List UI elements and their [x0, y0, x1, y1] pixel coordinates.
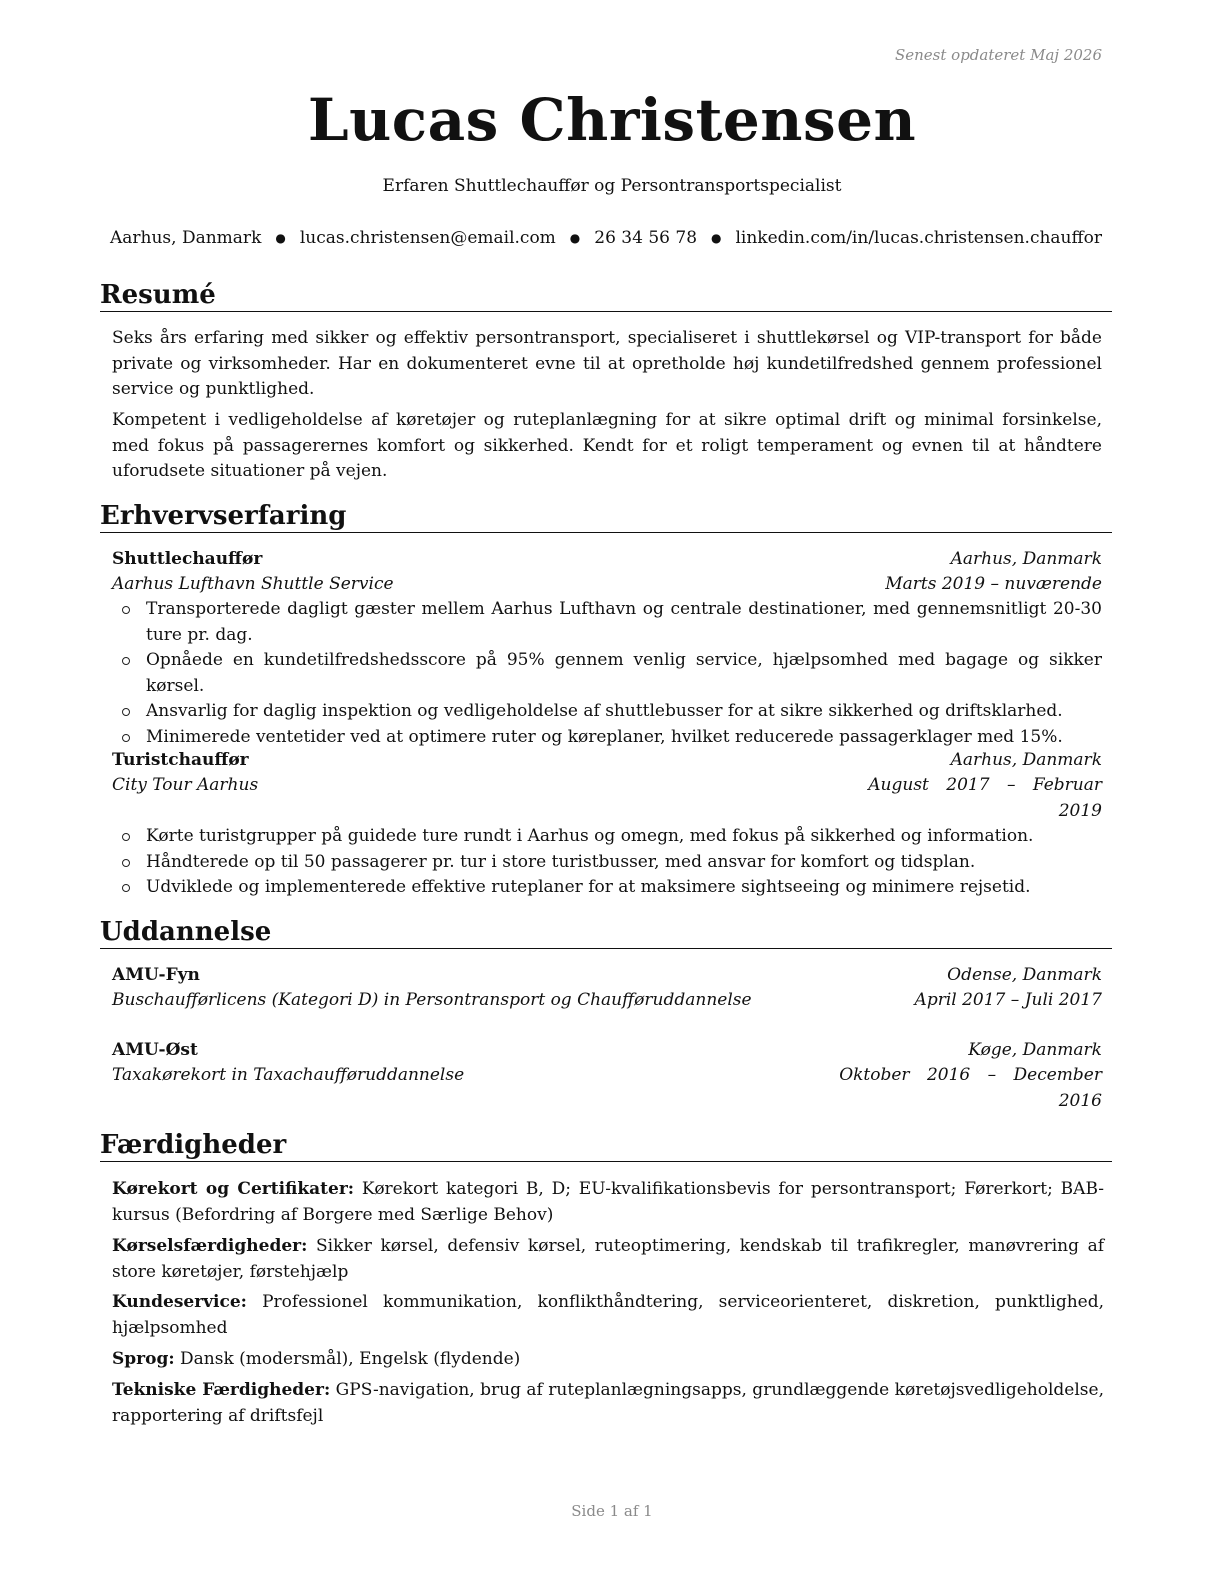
separator-dot-icon: ●: [569, 231, 581, 245]
school-name: AMU-Øst: [112, 1040, 198, 1060]
job-bullets: [112, 597, 1102, 750]
bullet-circle-icon: [122, 833, 130, 841]
education-dates: April 2017 – Juli 2017: [914, 990, 1102, 1010]
contact-phone: 26 34 56 78: [594, 228, 698, 248]
separator-dot-icon: ●: [275, 231, 286, 245]
education-header: [112, 963, 1102, 989]
education-subheader: [112, 988, 1102, 1014]
bullet-circle-icon: [122, 657, 130, 665]
list-item: Udviklede og implementerede effektive ruteplaner for at maksimere sightseeing og minimere rejsetid.: [112, 875, 1102, 901]
job-location: Aarhus, Danmark: [950, 549, 1102, 569]
separator-dot-icon: ●: [711, 231, 722, 245]
bullet-circle-icon: [122, 884, 130, 892]
job-dates: Marts 2019 – nuværende: [885, 574, 1102, 594]
list-item: Håndterede op til 50 passagerer pr. tur i store turistbusser, med ansvar for komfort og tidsplan.: [112, 850, 1102, 876]
tagline: Erfaren Shuttlechauffør og Persontransportspecialist: [382, 176, 842, 196]
section-title-experience: Erhvervserfaring: [100, 501, 1112, 533]
job-company: City Tour Aarhus: [112, 775, 259, 795]
section-title-summary: Resumé: [100, 280, 1112, 312]
list-item: Minimerede ventetider ved at optimere ruter og køreplaner, hvilket reducerede passagerklager med 15%.: [112, 725, 1102, 751]
degree: Taxakørekort in Taxachaufføruddannelse: [112, 1065, 465, 1085]
list-item: Transporterede dagligt gæster mellem Aarhus Lufthavn og centrale destinationer, med gennemsnitligt 20-30 ture pr. dag.: [112, 597, 1102, 648]
contact-linkedin[interactable]: linkedin.com/in/lucas.christensen.chauffor: [735, 228, 1102, 248]
page-number: Side 1 af 1: [571, 1502, 653, 1520]
school-location: Køge, Danmark: [968, 1040, 1102, 1060]
job-subheader: [112, 773, 1102, 824]
skill-entry: Tekniske Færdigheder: GPS-navigation, brug af ruteplanlægningsapps, grundlæggende køretøjsvedligeholdelse, rapportering af driftsfejl: [112, 1380, 1104, 1426]
skill-entry: Kørselsfærdigheder: Sikker kørsel, defensiv kørsel, ruteoptimering, kendskab til trafikregler, manøvrering af store køretøjer, førstehjælp: [112, 1236, 1104, 1282]
list-item: Ansvarlig for daglig inspektion og vedligeholdelse af shuttlebusser for at sikre sikkerhed og driftsklarhed.: [112, 699, 1102, 725]
bullet-circle-icon: [122, 734, 130, 742]
section-title-skills: Færdigheder: [100, 1130, 1112, 1162]
job-header: [112, 748, 1102, 774]
job-subheader: [112, 572, 1102, 598]
contact-email[interactable]: lucas.christensen@email.com: [299, 228, 556, 248]
education-header: [112, 1038, 1102, 1064]
candidate-name: Lucas Christensen: [307, 86, 917, 154]
skill-entry: Kundeservice: Professionel kommunikation, konflikthåndtering, serviceorienteret, diskretion, punktlighed, hjælpsomhed: [112, 1292, 1104, 1338]
bullet-circle-icon: [122, 859, 130, 867]
skill-entry: Sprog: Dansk (modersmål), Engelsk (flydende): [112, 1349, 521, 1369]
education-subheader: [112, 1063, 1102, 1114]
bullet-circle-icon: [122, 606, 130, 614]
skill-entry: Kørekort og Certifikater: Kørekort kategori B, D; EU-kvalifikationsbevis for persontransport; Førerkort; BAB-kursus (Befordring af Borgere med Særlige Behov): [112, 1179, 1104, 1225]
job-title: Turistchauffør: [112, 750, 249, 770]
job-header: [112, 547, 1102, 573]
job-location: Aarhus, Danmark: [950, 750, 1102, 770]
summary-paragraph: Kompetent i vedligeholdelse af køretøjer og ruteplanlægning for at sikre optimal drift og minimal forsinkelse, med fokus på passagerernes komfort og sikkerhed. Kendt for et roligt temperament og evnen til at håndtere uforudsete situationer på vejen.: [112, 410, 1102, 481]
contact-line: [110, 228, 1102, 248]
school-name: AMU-Fyn: [112, 965, 200, 985]
degree: Buschaufførlicens (Kategori D) in Persontransport og Chaufføruddannelse: [112, 990, 752, 1010]
last-updated: Senest opdateret Maj 2026: [894, 46, 1102, 64]
job-dates: August 2017 – Februar 2019: [868, 775, 1102, 821]
contact-location: Aarhus, Danmark: [110, 228, 262, 248]
section-title-education: Uddannelse: [100, 917, 1112, 949]
job-bullets: [112, 824, 1102, 901]
education-dates: Oktober 2016 – December 2016: [839, 1065, 1102, 1111]
job-company: Aarhus Lufthavn Shuttle Service: [112, 574, 394, 594]
list-item: Opnåede en kundetilfredshedsscore på 95% gennem venlig service, hjælpsomhed med bagage og sikker kørsel.: [112, 648, 1102, 699]
school-location: Odense, Danmark: [947, 965, 1102, 985]
job-title: Shuttlechauffør: [112, 549, 263, 569]
bullet-circle-icon: [122, 708, 130, 716]
summary-paragraph: Seks års erfaring med sikker og effektiv persontransport, specialiseret i shuttlekørsel og VIP-transport for både private og virksomheder. Har en dokumenteret evne til at opretholde høj kundetilfredshed gennem professionel service og punktlighed.: [112, 328, 1102, 399]
list-item: Kørte turistgrupper på guidede ture rundt i Aarhus og omegn, med fokus på sikkerhed og information.: [112, 824, 1102, 850]
